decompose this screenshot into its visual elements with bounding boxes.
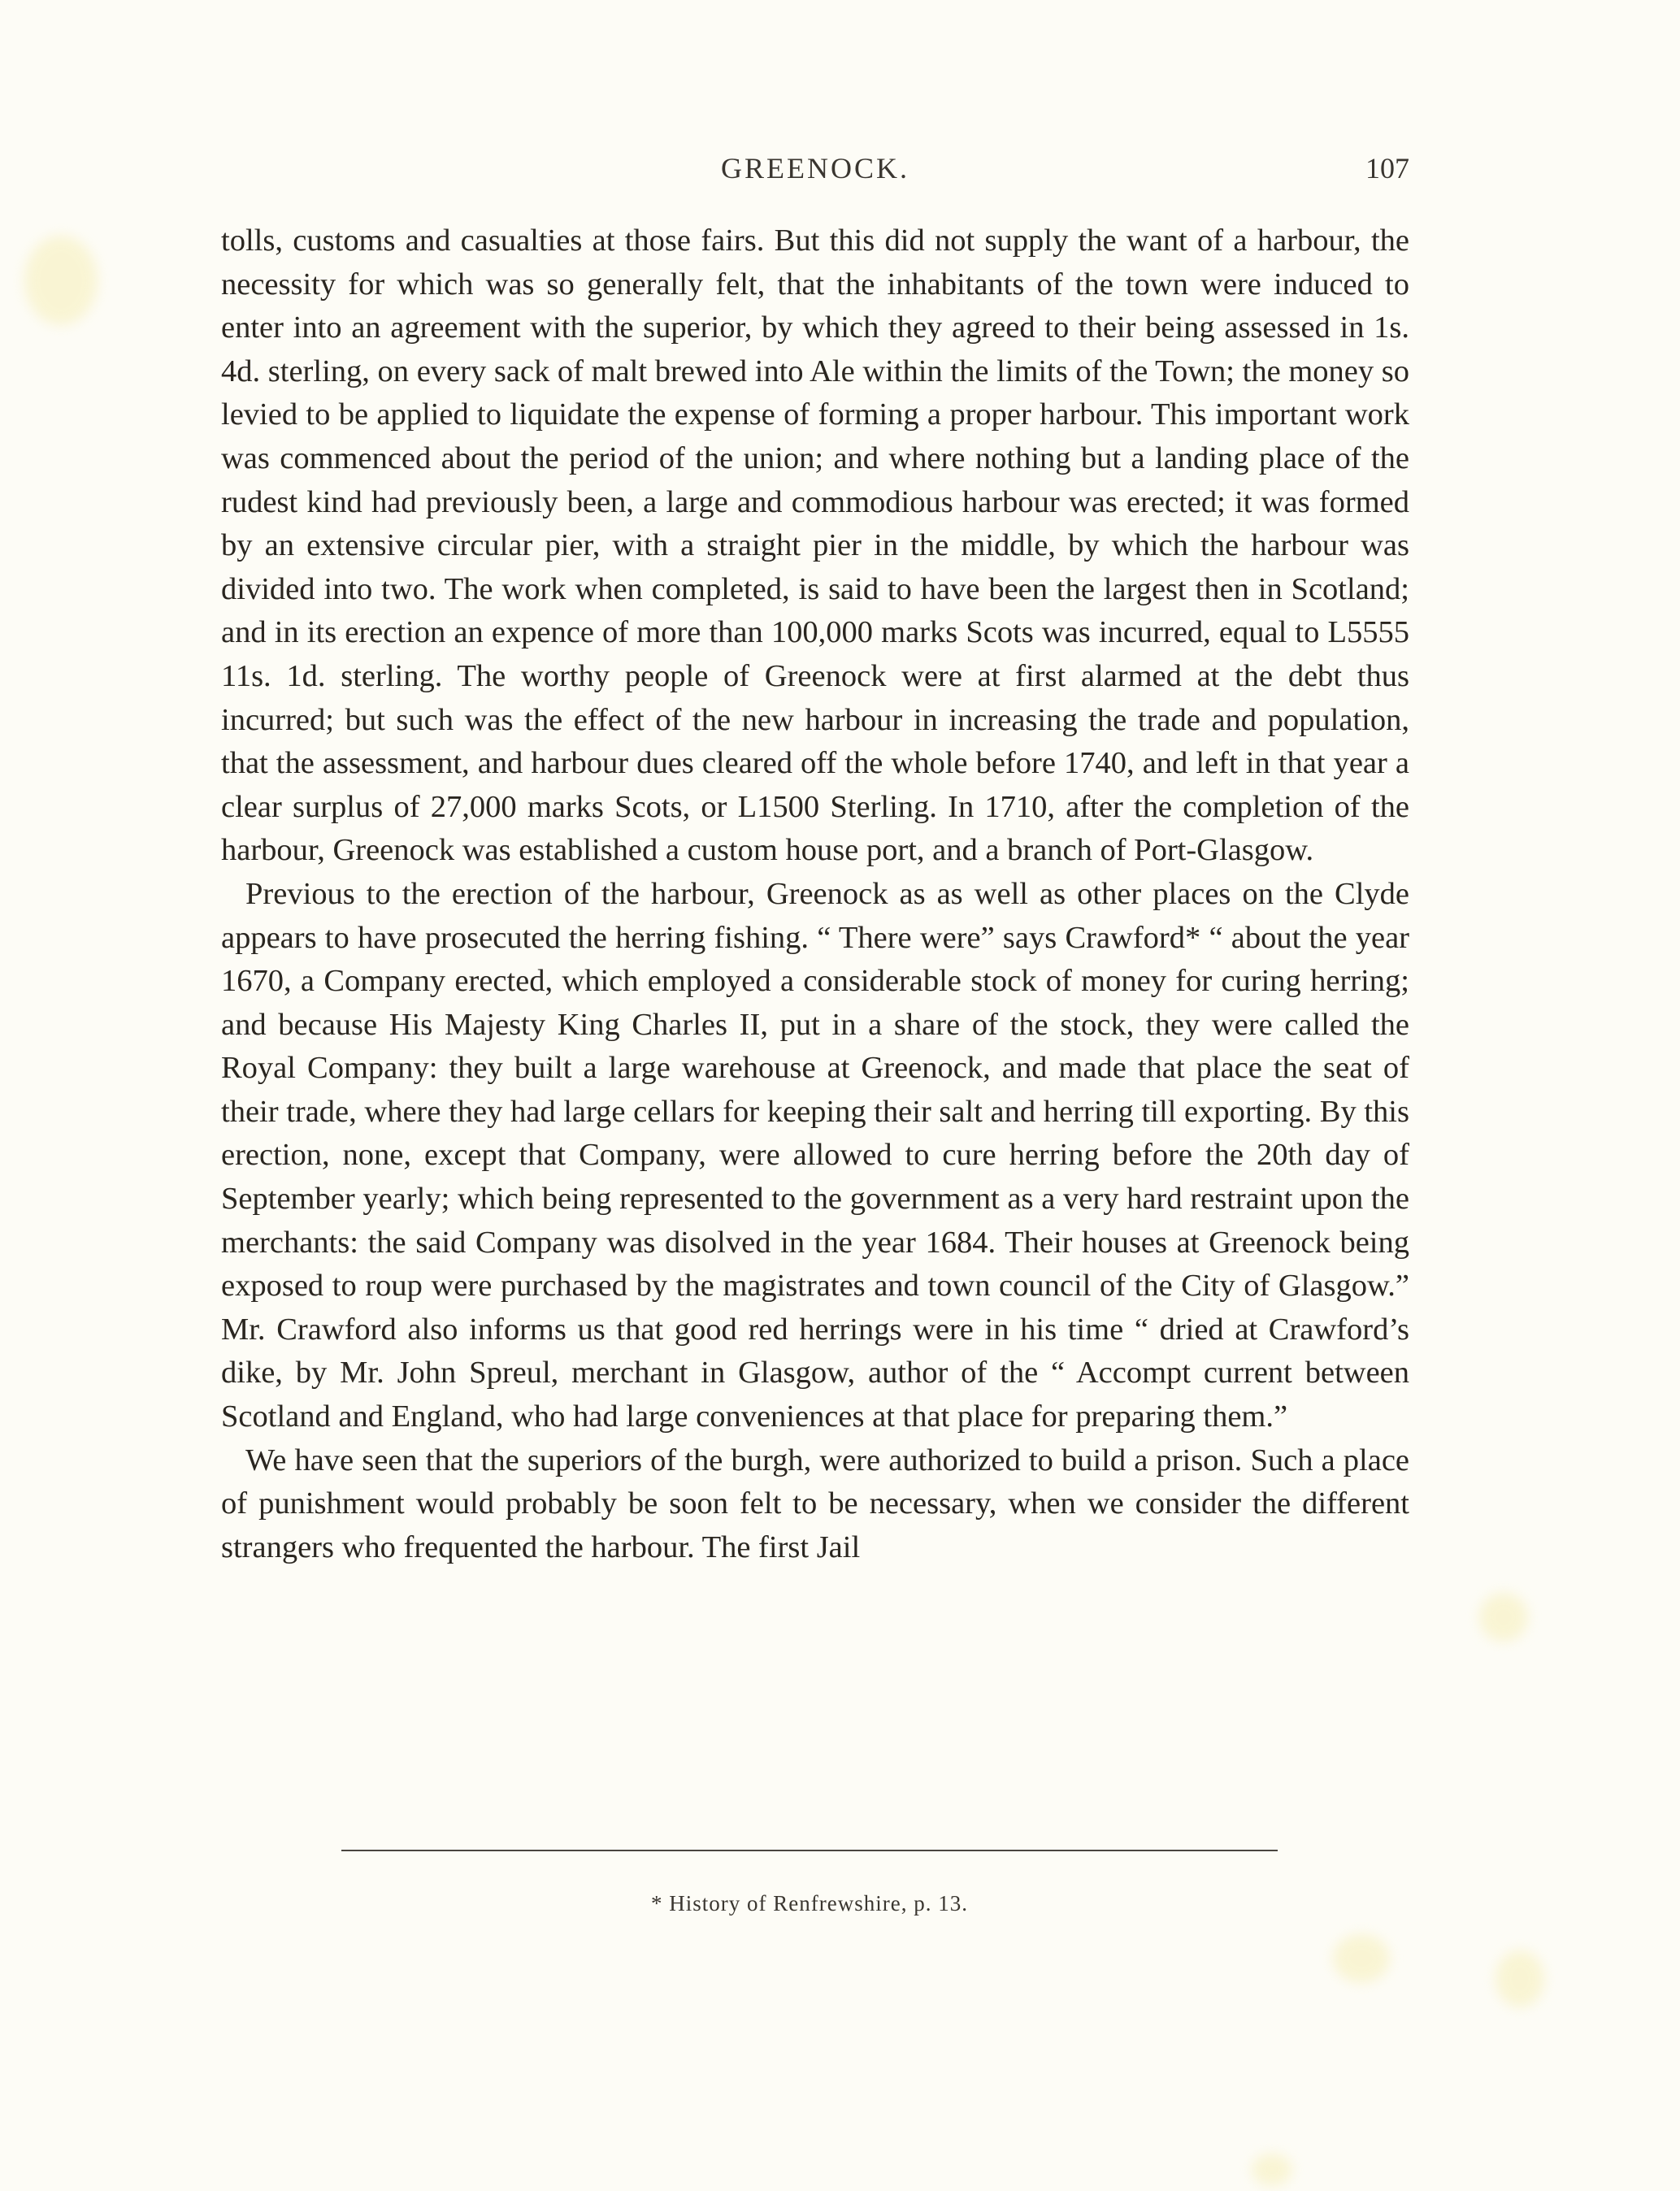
paper-stain bbox=[1333, 1934, 1390, 1983]
footnote-divider bbox=[341, 1850, 1278, 1851]
page-header bbox=[221, 151, 1409, 192]
paragraph: We have seen that the superiors of the burgh, were authorized to build a prison. Such a place of punishment would probably be soon felt to be necessary, when we consider the different strangers who frequented the harbour. The first Jail bbox=[221, 1443, 1409, 1564]
running-head: GREENOCK. bbox=[721, 152, 909, 184]
paper-stain bbox=[24, 236, 98, 325]
main-text bbox=[221, 219, 1409, 1569]
footnote: * History of Renfrewshire, p. 13. bbox=[651, 1891, 968, 1915]
paper-stain bbox=[1252, 2154, 1292, 2186]
page-number: 107 bbox=[1365, 152, 1409, 184]
paragraph: Previous to the erection of the harbour, Greenock as as well as other places on the Clyde appears to have prosecuted the herring fishing. “ There were” says Crawford* “ about the year 1670, a Company erected, which employed a considerable stock of money for curing herring; and because His Majesty King Charles II, put in a share of the stock, they were called the Royal Company: they built a large warehouse at Greenock, and made that place the seat of their trade, where they had large cellars for keeping their salt and herring till exporting. By this erection, none, except that Company, were allowed to cure herring before the 20th day of September yearly; which being represented to the government as a very hard restraint upon the merchants: the said Company was disolved in the year 1684. Their houses at Greenock being exposed to roup were purchased by the magistrates and town council of the City of Glasgow.” Mr. Crawford also informs us that good red herrings were in his time “ dried at Crawford’s dike, by Mr. John Spreul, merchant in Glasgow, author of the “ Accompt current between Scotland and England, who had large conveniences at that place for preparing them.” bbox=[221, 876, 1409, 1434]
paragraph: tolls, customs and casualties at those fairs. But this did not supply the want of a harbour, the necessity for which was so generally felt, that the inhabitants of the town were induced to enter into an agreement with the superior, by which they agreed to their being assessed in 1s. 4d. sterling, on every sack of malt brewed into Ale within the limits of the Town; the money so levied to be applied to liquidate the expense of forming a proper harbour. This important work was commenced about the period of the union; and where nothing but a landing place of the rudest kind had previously been, a large and commodious harbour was erected; it was formed by an extensive circular pier, with a straight pier in the middle, by which the harbour was divided into two. The work when completed, is said to have been the largest then in Scotland; and in its erection an expence of more than 100,000 marks Scots was incurred, equal to L5555 11s. 1d. sterling. The worthy people of Greenock were at first alarmed at the debt thus incurred; but such was the effect of the new harbour in increasing the trade and population, that the assessment, and harbour dues cleared off the whole before 1740, and left in that year a clear surplus of 27,000 marks Scots, or L1500 Sterling. In 1710, after the completion of the harbour, Greenock was established a custom house port, and a branch of Port-Glasgow. bbox=[221, 223, 1409, 868]
paper-stain bbox=[1479, 1593, 1528, 1642]
paper-stain bbox=[1496, 1950, 1544, 2007]
